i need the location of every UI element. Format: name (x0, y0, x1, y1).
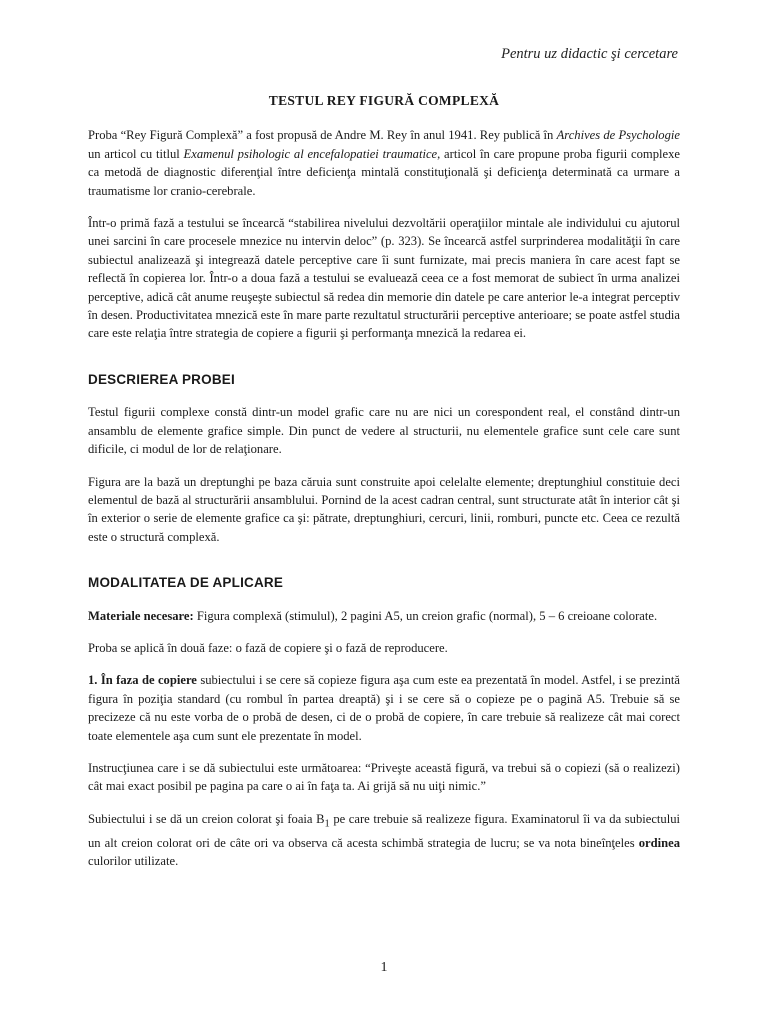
sheet-subscript: 1 (324, 818, 330, 830)
pencils-text-a: Subiectului i se dă un creion colorat şi foaia B (88, 811, 325, 826)
document-body (88, 92, 680, 885)
intro-text-c: , articol în care propune proba figurii complexe ca metodă de diagnostic diferenţial între deficienţa mintală constituţională şi deficienţa determinată ca urmare a traumatisme lor cranio-cerebrale. (88, 146, 680, 198)
document-title: TESTUL REY FIGURĂ COMPLEXĂ (268, 93, 500, 108)
section-heading-description: DESCRIEREA PROBEI (88, 371, 235, 387)
paragraph-phases: Într-o primă fază a testului se încearcă “stabilirea nivelului dezvoltării operaţiilor mintale ale individului cu ajutorul unei sarcini în care procesele mnezice nu intervin deloc” (p. 323). Se încearcă astfel surprinderea modalităţii în care subiectul analizează şi integrează datele perceptive care îi sunt furnizate, mai precis maniera în care acest fapt se reflectă în copierea lor. Într-o a doua fază a testului se evaluează ceea ce a fost memorat de subiect în urma analizei perceptive, adică cât anume reuşeşte subiectul să redea din memorie din datele pe care anterior le-a integrat perceptiv în desen. Productivitatea mnezică este în mare parte rezultatul structurării perceptive anterioare; se poate astfel studia care este relaţia între strategia de copiere a figurii şi performanţa mnezică la redarea ei. (88, 216, 680, 341)
section-heading-application: MODALITATEA DE APLICARE (88, 575, 284, 591)
paragraph-description-2: Figura are la bază un dreptunghi pe baza căruia sunt construite apoi celelalte elemente; dreptunghiul constituie deci elementul de bază al structurării ansamblului. Pornind de la acest cadran central, sunt structurate atât în interior cât şi în exterior o serie de elemente grafice ca şi: pătrate, dreptunghiuri, cercuri, linii, romburi, puncte etc. Ceea ce rezultă este o structură complexă. (88, 474, 680, 544)
copy-phase-text: subiectului i se cere să copieze figura aşa cum este ea prezentată în model. Astfel, i se prezintă figura în poziţia standard (cu rombul în partea dreaptă) şi i se cere să o copieze pe o pagină A5. Trebuie să se precizeze că nu este vorba de o probă de desen, ci de o probă de copiere, în care trebuie să realizeze cât mai corect toate elementele aşa cum sunt ele prezentate în model. (88, 673, 680, 743)
intro-text-b: un articol cu titlul (88, 146, 184, 161)
paragraph-materials (88, 607, 680, 625)
copy-phase-label: 1. În faza de copiere (88, 673, 197, 688)
header-note: Pentru uz didactic şi cercetare (501, 46, 678, 62)
pencils-text-b: pe care trebuie să realizeze figura. Examinatorul îi va da subiectului un alt creion colorat ori de câte ori va observa că acesta schimbă strategia de lucru; se va nota bineînţeles (88, 811, 681, 850)
journal-name: Archives de Psychologie (556, 128, 680, 143)
pencils-text-c: culorilor utilizate. (88, 854, 179, 869)
materials-label: Materiale necesare: (88, 608, 194, 623)
paragraph-description-1: Testul figurii complexe constă dintr-un model grafic care nu are nici un corespondent real, el constând dintr-un ansamblu de elemente grafice simple. Din punct de vedere al structurii, nu elementele grafice sunt cele care sunt dificile, ci modul de lor de relaţionare. (88, 405, 680, 457)
paragraph-copy-phase (88, 671, 680, 745)
paragraph-two-phases: Proba se aplică în două faze: o fază de copiere şi o fază de reproducere. (88, 640, 448, 655)
paragraph-intro (88, 126, 680, 200)
paragraph-pencils (88, 810, 680, 871)
order-emphasis: ordinea (638, 835, 680, 850)
article-title: Examenul psihologic al encefalopatiei traumatice (183, 146, 438, 161)
intro-text-a: Proba “Rey Figură Complexă” a fost propusă de Andre M. Rey în anul 1941. Rey publică în (88, 128, 557, 143)
paragraph-instruction: Instrucţiunea care i se dă subiectului este următoarea: “Priveşte această figură, va trebui să o copiezi (să o realizezi) cât mai exact posibil pe pagina pa care o ai în faţa ta. Ai grijă să nu uiţi nimic.” (88, 760, 680, 794)
page-number: 1 (380, 960, 388, 975)
materials-text: Figura complexă (stimulul), 2 pagini A5, un creion grafic (normal), 5 – 6 creioane colorate. (193, 608, 658, 623)
